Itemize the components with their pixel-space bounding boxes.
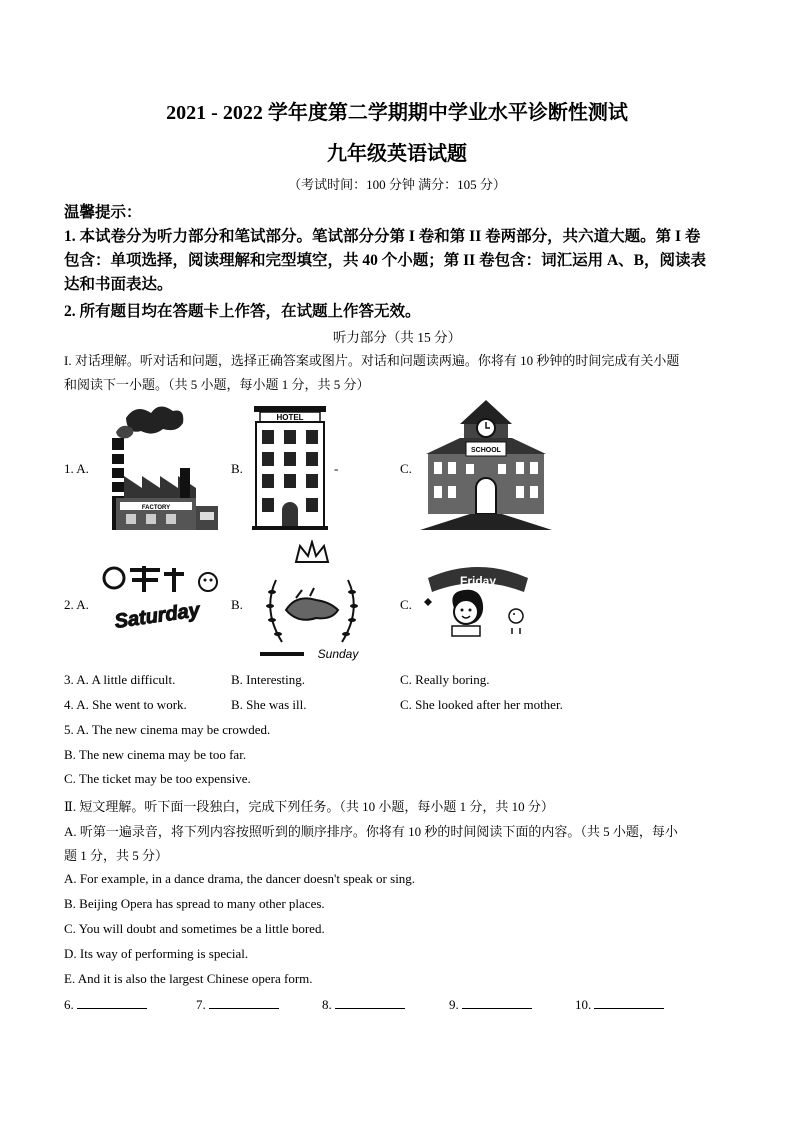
q1-dash: - <box>334 461 339 476</box>
q4-option-a: 4. A. She went to work. <box>64 697 187 712</box>
answer-blank-6[interactable] <box>64 996 147 1013</box>
q1-option-c-label: C. <box>400 461 412 476</box>
q1-option-a-label: 1. A. <box>64 461 89 476</box>
partA-instructions-line2: 题 1 分，共 5 分） <box>64 848 169 863</box>
tips-item1-line3: 达和书面表达。 <box>64 276 173 293</box>
blank-number: 9. <box>449 997 459 1012</box>
school-sign: SCHOOL <box>471 447 501 454</box>
sunday-image <box>256 540 368 662</box>
sentence-b: B. Beijing Opera has spread to many other places. <box>64 896 325 911</box>
factory-sign: FACTORY <box>141 505 171 511</box>
q2-option-c-label: C. <box>400 597 412 612</box>
exam-info: （考试时间：100 分钟 满分：105 分） <box>288 177 506 192</box>
sunday-text: Sunday <box>317 647 359 661</box>
blank-number: 8. <box>322 997 332 1012</box>
partA-instructions-line1: A. 听第一遍录音，将下列内容按照听到的顺序排序。你将有 10 秒的时间阅读下面的内容。（共 5 小题，每小 <box>64 824 678 839</box>
part1-instructions-line2: 和阅读下一小题。（共 5 小题，每小题 1 分，共 5 分） <box>64 377 370 392</box>
q3-option-b: B. Interesting. <box>231 672 306 687</box>
sentence-c: C. You will doubt and sometimes be a little bored. <box>64 921 325 936</box>
answer-blank-10[interactable] <box>575 996 664 1013</box>
friday-text: Friday <box>459 574 497 588</box>
q3-option-c: C. Really boring. <box>400 672 490 687</box>
blank-line <box>77 996 147 1009</box>
blank-line <box>462 996 532 1009</box>
answer-blank-7[interactable] <box>196 996 279 1013</box>
blank-number: 7. <box>196 997 206 1012</box>
sentence-e: E. And it is also the largest Chinese opera form. <box>64 971 313 986</box>
sentence-d: D. Its way of performing is special. <box>64 946 249 961</box>
blank-line <box>209 996 279 1009</box>
blank-line <box>335 996 405 1009</box>
listening-heading: 听力部分（共 15 分） <box>332 330 462 345</box>
answer-blank-8[interactable] <box>322 996 405 1013</box>
tips-item2: 2. 所有题目均在答题卡上作答，在试题上作答无效。 <box>64 303 421 320</box>
hotel-sign: HOTEL <box>276 413 304 422</box>
blank-number: 10. <box>575 997 592 1012</box>
hotel-image <box>252 406 328 530</box>
saturday-text: Saturday <box>113 599 202 633</box>
saturday-image <box>100 562 220 638</box>
q5-option-b: B. The new cinema may be too far. <box>64 747 247 762</box>
exam-title: 2021 - 2022 学年度第二学期期中学业水平诊断性测试 <box>166 102 628 124</box>
school-image <box>420 398 552 534</box>
blank-number: 6. <box>64 997 74 1012</box>
q4-option-b: B. She was ill. <box>231 697 307 712</box>
part1-instructions-line1: I. 对话理解。听对话和问题，选择正确答案或图片。对话和问题读两遍。你将有 10 秒钟的时间完成有关小题 <box>64 353 680 368</box>
q1-option-b-label: B. <box>231 461 243 476</box>
exam-subtitle: 九年级英语试题 <box>327 143 467 165</box>
q2-option-a-label: 2. A. <box>64 597 89 612</box>
blank-line <box>594 996 664 1009</box>
tips-heading: 温馨提示： <box>64 204 142 221</box>
tips-item1-line1: 1. 本试卷分为听力部分和笔试部分。笔试部分分第 I 卷和第 II 卷两部分，共六道大题。第 I 卷 <box>64 228 701 245</box>
friday-image <box>418 558 534 640</box>
sentence-a: A. For example, in a dance drama, the dancer doesn't speak or sing. <box>64 871 416 886</box>
answer-blank-9[interactable] <box>449 996 532 1013</box>
q2-option-b-label: B. <box>231 597 243 612</box>
q4-option-c: C. She looked after her mother. <box>400 697 563 712</box>
q5-option-a: 5. A. The new cinema may be crowded. <box>64 722 271 737</box>
factory-image <box>96 398 220 534</box>
q3-option-a: 3. A. A little difficult. <box>64 672 176 687</box>
q5-option-c: C. The ticket may be too expensive. <box>64 771 251 786</box>
tips-item1-line2: 包含：单项选择，阅读理解和完型填空，共 40 个小题；第 II 卷包含：词汇运用 A、B，阅读表 <box>64 252 706 269</box>
part2-instructions: Ⅱ. 短文理解。听下面一段独白，完成下列任务。（共 10 小题，每小题 1 分，共 10 分） <box>64 799 554 814</box>
